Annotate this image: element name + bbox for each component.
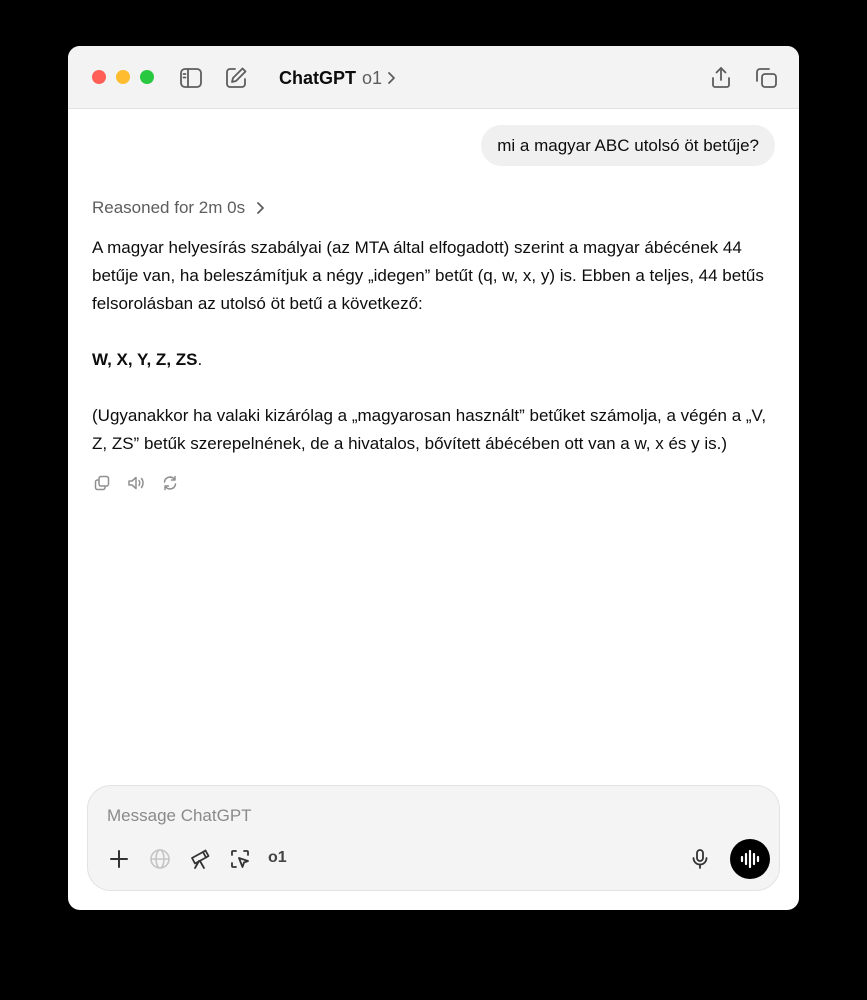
chevron-right-icon [386,71,396,85]
answer-paragraph: A magyar helyesírás szabályai (az MTA által elfogadott) szerint a magyar ábécének 44 betűje van, ha beleszámítjuk a négy „idegen” betűt (q, w, x, y) is. Ebben a teljes, 44 betűs felsorolásban az utolsó öt betű a következő: [92,238,764,313]
voice-waveform-icon [738,847,762,871]
reasoned-toggle[interactable] [92,196,265,220]
copy-icon[interactable] [92,473,112,493]
minimize-window-button[interactable] [116,70,130,84]
new-chat-icon[interactable] [223,65,249,91]
maximize-window-button[interactable] [140,70,154,84]
globe-icon[interactable] [148,847,172,871]
app-window [68,46,799,910]
plus-icon[interactable] [107,847,131,871]
new-window-icon[interactable] [753,65,779,91]
message-actions [92,473,180,493]
voice-mode-button[interactable] [730,839,770,879]
model-selector[interactable]: o1 [268,849,287,866]
screen-select-icon[interactable] [228,847,252,871]
close-window-button[interactable] [92,70,106,84]
regenerate-icon[interactable] [160,473,180,493]
speaker-icon[interactable] [126,473,146,493]
telescope-icon[interactable] [188,847,212,871]
answer-letters-line [92,346,782,374]
model-name: o1 [362,67,383,88]
answer-letters-suffix: . [197,350,203,369]
microphone-icon[interactable] [688,847,712,871]
answer-letters: W, X, Y, Z, ZS [92,350,198,369]
app-name: ChatGPT [279,67,357,88]
share-icon[interactable] [708,65,734,91]
message-composer [87,785,780,891]
assistant-message [92,234,782,458]
title-bar [68,46,799,109]
sidebar-toggle-icon[interactable] [178,65,204,91]
window-title[interactable] [279,66,396,90]
user-message: mi a magyar ABC utolsó öt betűje? [481,125,775,166]
answer-paragraph: (Ugyanakkor ha valaki kizárólag a „magyarosan használt” betűket számolja, a végén a „V, Z, ZS” betűk szerepelnének, de a hivatalos, bővített ábécében ott van a w, x és y is.) [92,406,767,453]
message-input[interactable] [107,804,667,828]
reasoned-label: Reasoned for 2m 0s [92,198,246,217]
chevron-right-icon [255,201,265,215]
